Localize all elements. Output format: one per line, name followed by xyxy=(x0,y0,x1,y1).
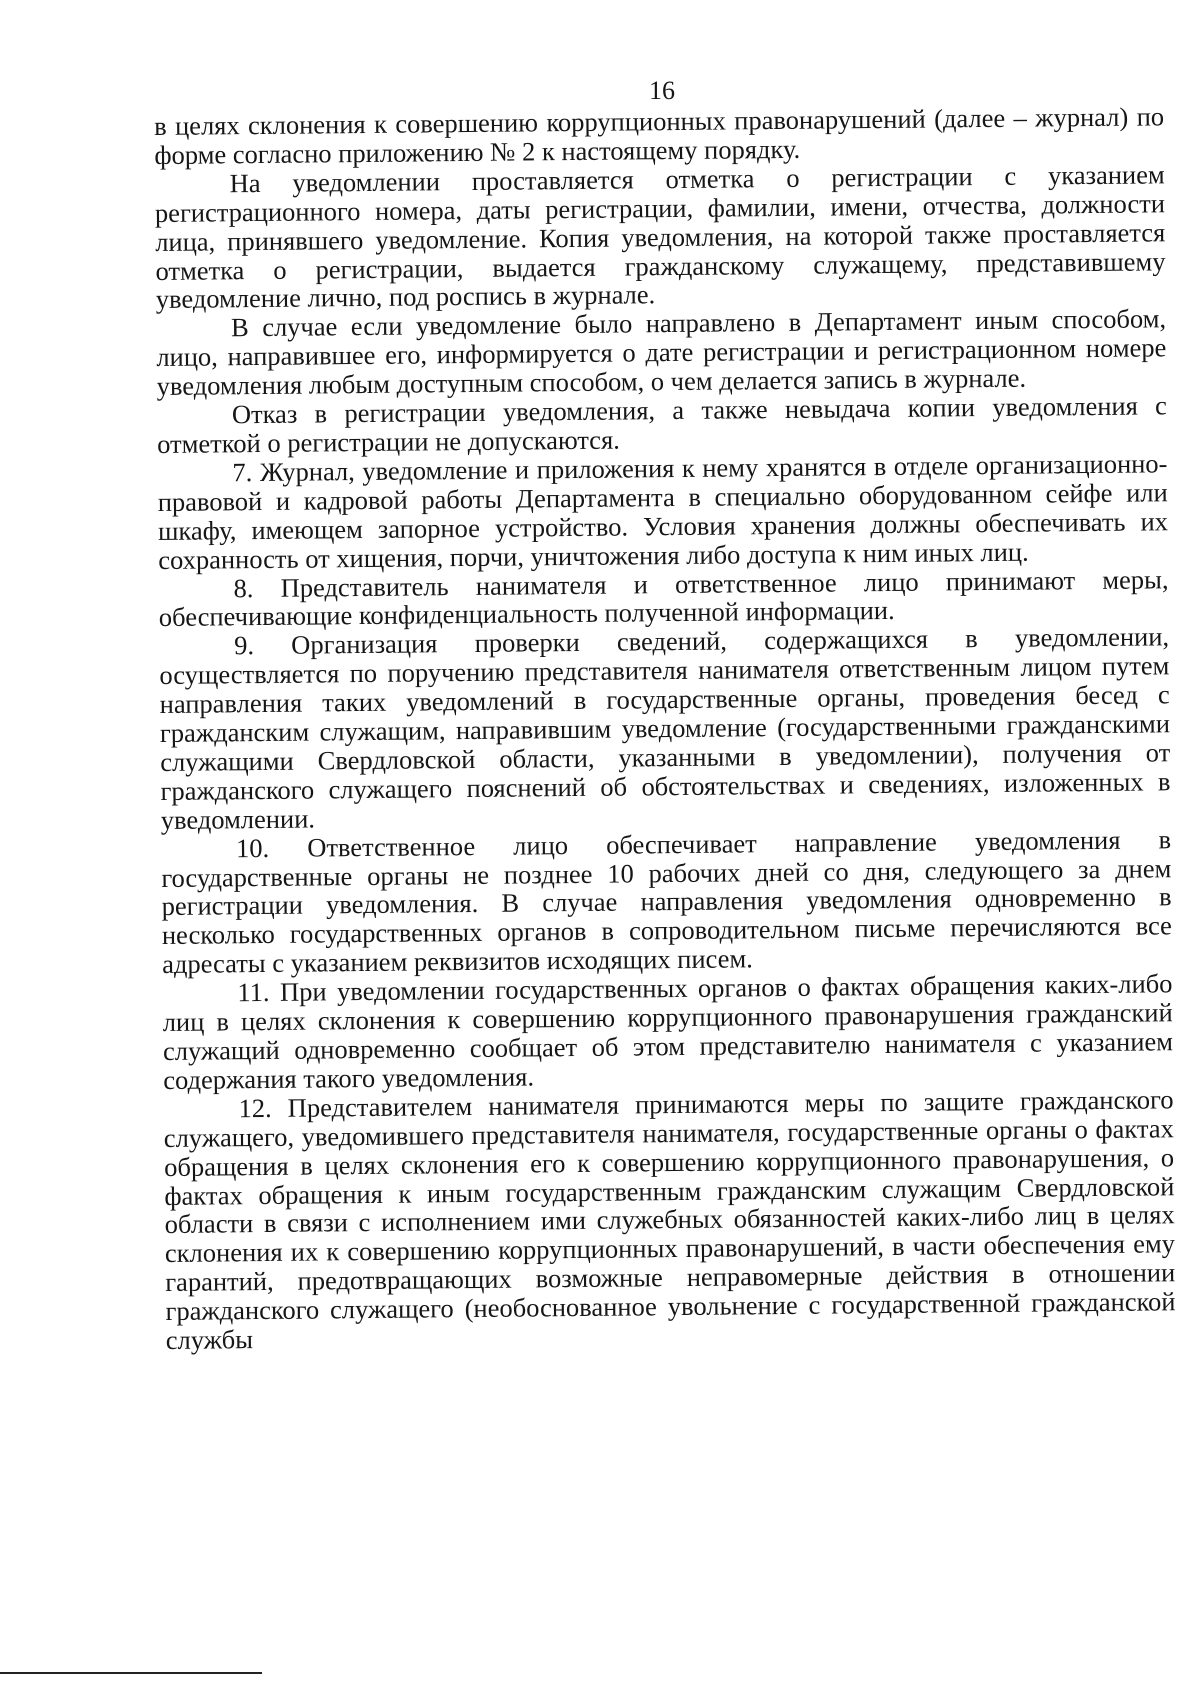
paragraph-refusal-not-allowed: Отказ в регистрации уведомления, а также невыдача копии уведомления с отметкой о регистрации не допускаются. xyxy=(157,390,1168,459)
document-body xyxy=(154,102,1176,1355)
paragraph-continuation: в целях склонения к совершению коррупционных правонарушений (далее – журнал) по форме согласно приложению № 2 к настоящему порядку. xyxy=(153,101,1165,170)
paragraph-item-12: 12. Представителем нанимателя принимаются меры по защите гражданского служащего, уведомившего представителя нанимателя, государственные органы о фактах обращения в целях склонения его к совершению коррупционного правонарушения, о фактах обращения к иным государственным гражданским служащим Свердловской области в связи с исполнением ими служебных обязанностей каких-либо лиц в целях склонения их к совершению коррупционных правонарушений, в части обеспечения ему гарантий, предотвращающих возможные неправомерные действия в отношении гражданского служащего (необоснованное увольнение с государственной гражданской службы xyxy=(163,1084,1176,1356)
paragraph-other-delivery: В случае если уведомление было направлено в Департамент иным способом, лицо, направившее его, информируется о дате регистрации и регистрационном номере уведомления любым доступным способом, о чем делается запись в журнале. xyxy=(156,303,1167,402)
page-number: 16 xyxy=(649,76,675,105)
paragraph-item-10: 10. Ответственное лицо обеспечивает направление уведомления в государственные органы не позднее 10 рабочих дней со дня, следующего за днем регистрации уведомления. В случае направления уведомления одновременно в несколько государственных органов в сопроводительном письме перечисляются все адресаты с указанием реквизитов исходящих писем. xyxy=(161,823,1173,980)
paragraph-item-9: 9. Организация проверки сведений, содержащихся в уведомлении, осуществляется по поручению представителя нанимателя ответственным лицом путем направления таких уведомлений в государственные органы, проведения бесед с гражданским служащим, направившим уведомление (государственными гражданскими служащими Свердловской области, указанными в уведомлении), получения от гражданского служащего пояснений об обстоятельствах и сведениях, изложенных в уведомлении. xyxy=(159,621,1171,835)
paragraph-item-8: 8. Представитель нанимателя и ответственное лицо принимают меры, обеспечивающие конфиденциальность полученной информации. xyxy=(158,563,1169,633)
paragraph-item-11: 11. При уведомлении государственных органов о фактах обращения каких-либо лиц в целях склонения к совершению коррупционного правонарушения гражданский служащий одновременно сообщает об этом представителю нанимателя с указанием содержания такого уведомления. xyxy=(162,968,1174,1095)
paragraph-registration-mark: На уведомлении проставляется отметка о регистрации с указанием регистрационного номера, даты регистрации, фамилии, имени, отчества, должности лица, принявшего уведомление. Копия уведомления, на которой также проставляется отметка о регистрации, выдается гражданскому служащему, представившему уведомление лично, под роспись в журнале. xyxy=(154,159,1166,315)
paragraph-item-7: 7. Журнал, уведомление и приложения к нему хранятся в отделе организационно-правовой и кадровой работы Департамента в специально оборудованном сейфе или шкафу, имеющем запорное устройство. Условия хранения должны обеспечивать их сохранность от хищения, порчи, уничтожения либо доступа к ним иных лиц. xyxy=(157,448,1169,575)
footer-rule xyxy=(0,1672,262,1674)
